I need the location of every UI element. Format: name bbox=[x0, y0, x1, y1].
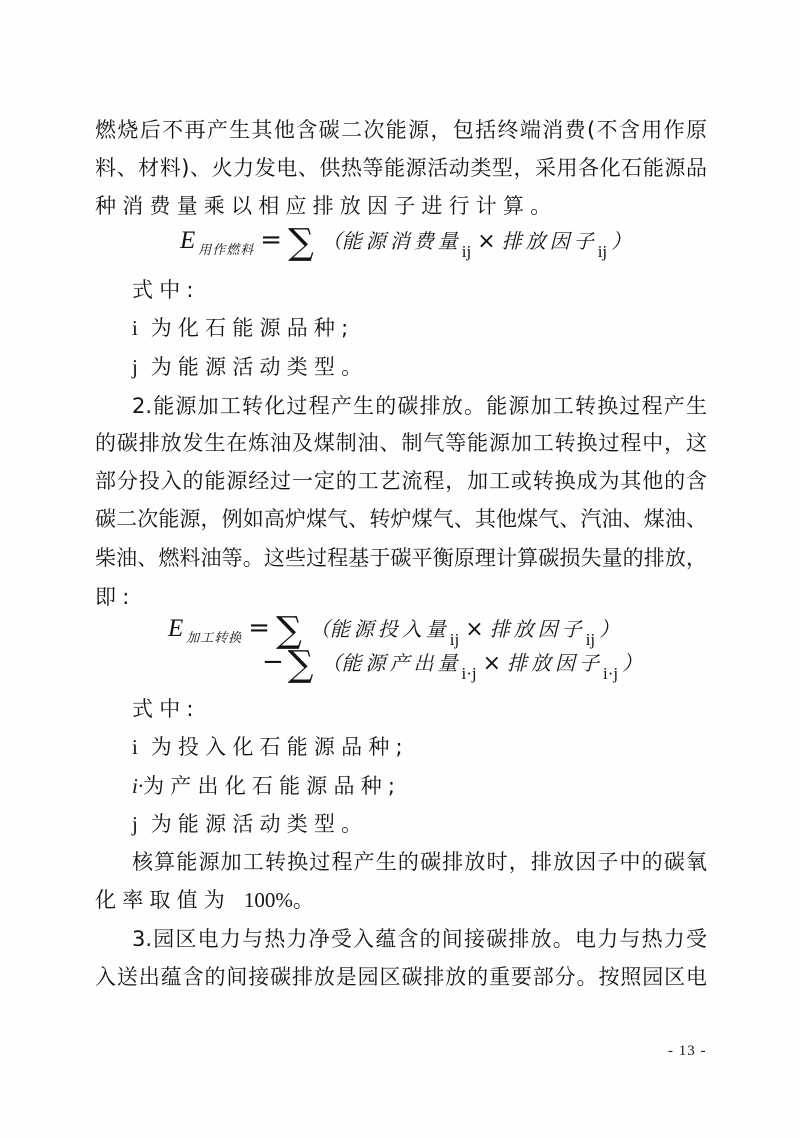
formula-term: 排放因子 bbox=[507, 651, 604, 675]
formula-lhs-subscript: 用作燃料 bbox=[198, 243, 255, 258]
section-heading-line: 3.园区电力与热力净受入蕴含的间接碳排放。电力与热力受 bbox=[132, 927, 707, 951]
variable-description: 为产出化石能源品种; bbox=[143, 774, 402, 798]
close-paren: ） bbox=[599, 617, 620, 641]
formula-term: 排放因子 bbox=[501, 229, 598, 253]
paragraph-line: 的碳排放发生在炼油及煤制油、制气等能源加工转换过程中，这 bbox=[95, 431, 707, 455]
paragraph-line bbox=[95, 885, 707, 915]
open-paren: （ bbox=[309, 617, 330, 641]
open-paren: （ bbox=[321, 229, 342, 253]
formula-term: 能源消费量 bbox=[341, 229, 462, 253]
formula-index: ij bbox=[449, 630, 460, 649]
paragraph-line: 核算能源加工转换过程产生的碳排放时，排放因子中的碳氧 bbox=[132, 850, 707, 874]
minus-sign: − bbox=[262, 647, 284, 677]
variable-name: j bbox=[132, 355, 138, 379]
paragraph-line: 种消费量乘以相应排放因子进行计算。 bbox=[95, 194, 558, 218]
equals-sign: = bbox=[248, 613, 271, 643]
formula-index: i·j bbox=[603, 664, 619, 683]
formula-index: ij bbox=[585, 630, 596, 649]
paragraph-line: 入送出蕴含的间接碳排放是园区碳排放的重要部分。按照园区电 bbox=[95, 965, 707, 989]
open-paren: （ bbox=[321, 651, 342, 675]
times-sign: × bbox=[477, 229, 496, 254]
where-item bbox=[132, 771, 744, 801]
formula-lhs: E bbox=[180, 227, 196, 254]
where-label: 式中: bbox=[132, 278, 200, 302]
paragraph-line: 柴油、燃料油等。这些过程基于碳平衡原理计算碳损失量的排放， bbox=[95, 546, 707, 570]
close-paren: ） bbox=[611, 229, 632, 253]
formula-lhs: E bbox=[168, 615, 184, 642]
formula-term: 能源投入量 bbox=[329, 617, 450, 641]
variable-name: i bbox=[132, 735, 138, 759]
variable-description: 为能源活动类型。 bbox=[150, 355, 369, 379]
formula-lhs-subscript: 加工转换 bbox=[186, 631, 243, 646]
close-paren: ） bbox=[622, 651, 643, 675]
paragraph-line: 部分投入的能源经过一定的工艺流程，加工或转换成为其他的含 bbox=[95, 469, 707, 493]
formula-index: ij bbox=[597, 242, 608, 261]
equals-sign: = bbox=[260, 225, 283, 255]
paragraph-line: 即: bbox=[95, 585, 136, 609]
paragraph-line: 燃烧后不再产生其他含碳二次能源，包括终端消费(不含用作原 bbox=[95, 118, 707, 142]
percentage-value: 100% bbox=[243, 888, 293, 912]
where-label: 式中: bbox=[132, 697, 200, 721]
where-item bbox=[132, 809, 744, 839]
formula-fuel-combustion bbox=[180, 222, 631, 263]
variable-description: 为能源活动类型。 bbox=[150, 812, 369, 836]
variable-description: 为化石能源品种; bbox=[150, 316, 355, 340]
times-sign: × bbox=[482, 651, 502, 676]
sigma-icon: ∑ bbox=[287, 644, 314, 685]
variable-name: i· bbox=[132, 774, 144, 798]
formula-term: 排放因子 bbox=[489, 617, 586, 641]
sigma-icon: ∑ bbox=[276, 610, 302, 651]
formula-term: 能源产出量 bbox=[341, 651, 462, 675]
sigma-icon: ∑ bbox=[288, 222, 314, 263]
times-sign: × bbox=[465, 617, 484, 642]
variable-name: j bbox=[132, 812, 138, 836]
note-text: 化率取值为 bbox=[95, 888, 231, 912]
paragraph-line: 料、材料)、火力发电、供热等能源活动类型，采用各化石能源品 bbox=[95, 156, 707, 180]
where-item bbox=[132, 313, 744, 343]
formula-index: i·j bbox=[461, 664, 477, 683]
note-period: 。 bbox=[292, 888, 321, 912]
variable-description: 为投入化石能源品种; bbox=[150, 735, 409, 759]
section-heading-line: 2.能源加工转化过程产生的碳排放。能源加工转换过程产生 bbox=[132, 394, 707, 418]
page-number: - 13 - bbox=[668, 1043, 707, 1059]
paragraph-line: 碳二次能源，例如高炉煤气、转炉煤气、其他煤气、汽油、煤油、 bbox=[95, 507, 707, 531]
formula-index: ij bbox=[461, 242, 472, 261]
variable-name: i bbox=[132, 316, 138, 340]
formula-processing-conversion-row2 bbox=[262, 644, 642, 685]
where-item bbox=[132, 352, 744, 382]
where-item bbox=[132, 732, 744, 762]
